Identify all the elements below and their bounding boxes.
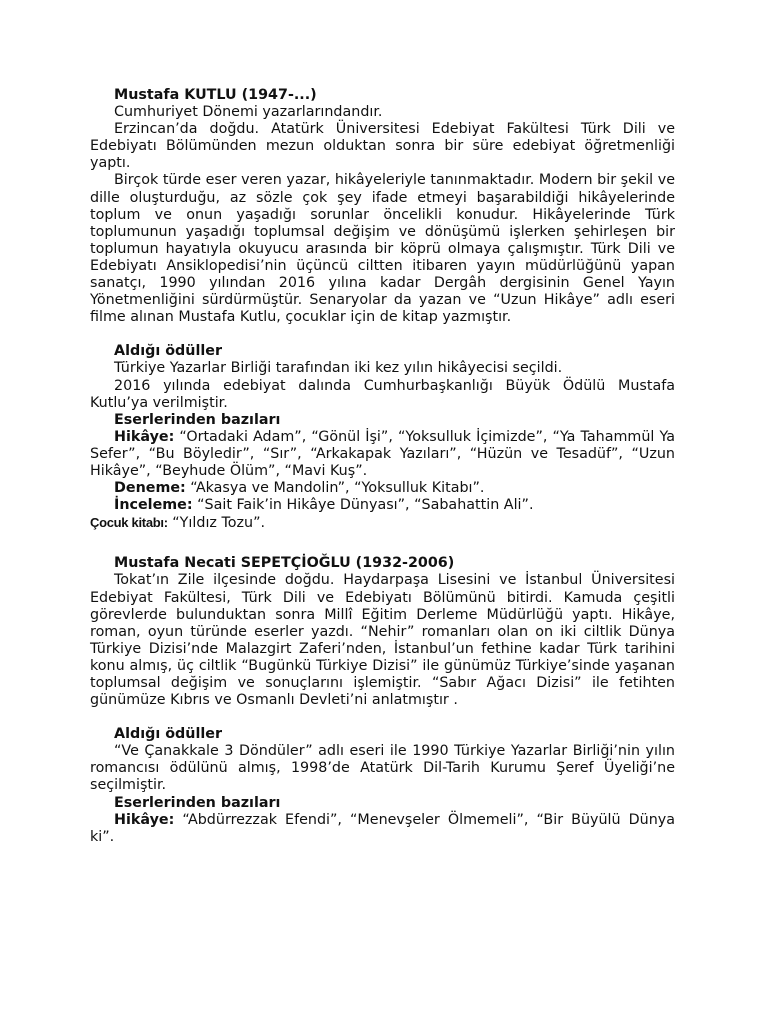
author2-awards-heading: Aldığı ödüller [114,726,222,743]
author1-works-story [90,429,675,480]
author1-para1: Cumhuriyet Dönemi yazarlarındandır. [114,104,383,121]
review-list: “Sait Faik’in Hikâye Dünyası”, “Sabahattin Ali”. [192,497,534,514]
author1-award2: 2016 yılında edebiyat dalında Cumhurbaşkanlığı Büyük Ödülü Mustafa Kutlu’ya verilmiştir. [90,377,675,411]
author2-para1: Tokat’ın Zile ilçesinde doğdu. Haydarpaşa Lisesini ve İstanbul Üniversitesi Edebiyat Fakültesi, Türk Dili ve Edebiyatı Bölümünü bitirdi. Kamuda çeşitli görevlerde bulunduktan sonra Millî Eğitim Derleme Müdürlüğü yaptı. Hikâye, roman, oyun türünde eserler yazdı. “Nehir” romanları olan on iki ciltlik Dünya Türkiye Dizisi’nde Malazgirt Zaferi’nden, İstanbul’un fethine kadar Türk tarihini konu almış, üç ciltlik “Bugünkü Türkiye Dizisi” ile günümüz Türkiye’sinde yaşanan toplumsal değişim ve sonuçlarını işlemiştir. “Sabır Ağacı Dizisi” ile fetihten günümüze Kıbrıs ve Osmanlı Devleti’ni anlatmıştır . [90,572,675,709]
review-label: İnceleme: [114,497,193,514]
essay-label: Deneme: [114,480,186,497]
author2-works-story [90,812,675,846]
document-body [90,87,675,846]
author1-awards-heading: Aldığı ödüller [114,343,222,360]
story-label: Hikâye: [114,811,175,828]
author1-works-heading: Eserlerinden bazıları [114,411,281,428]
author1-para2: Erzincan’da doğdu. Atatürk Üniversitesi Edebiyat Fakültesi Türk Dili ve Edebiyatı Bölümünden mezun olduktan sonra bir süre edebiyat öğretmenliği yaptı. [90,121,675,172]
story-label: Hikâye: [114,428,175,445]
children-label: Çocuk kitabı: [90,515,168,531]
author1-works-review [90,497,675,514]
author1-works-children [90,514,675,532]
essay-list: “Akasya ve Mandolin”, “Yoksulluk Kitabı”. [185,480,485,497]
author1-works-essay [90,480,675,497]
author1-para3: Birçok türde eser veren yazar, hikâyeleriyle tanınmaktadır. Modern bir şekil ve dille oluşturduğu, az sözle çok şey ifade etmeyi başarabildiği hikâyelerinde toplum ve onun yaşadığı sorunlar öncelikli konudur. Hikâyelerinde Türk toplumunun yaşadığı toplumsal değişim ve dönüşümü işlerken şehirleşen bir toplumun hayatıyla okuyucu arasında bir köprü olmaya çalışmıştır. Türk Dili ve Edebiyatı Ansiklopedisi’nin üçüncü ciltten itibaren yayın müdürlüğünü yapan sanatçı, 1990 yılından 2016 yılına kadar Dergâh dergisinin Genel Yayın Yönetmenliğini sürdürmüştür. Senaryolar da yazan ve “Uzun Hikâye” adlı eseri filme alınan Mustafa Kutlu, çocuklar için de kitap yazmıştır. [90,172,675,326]
story-list: “Abdürrezzak Efendi”, “Menevşeler Ölmemeli”, “Bir Büyülü Dünya ki”. [90,811,675,845]
author1-heading: Mustafa KUTLU (1947-...) [114,87,317,103]
children-list: “Yıldız Tozu”. [167,515,266,532]
author2-works-heading: Eserlerinden bazıları [114,794,281,811]
author2-award1: “Ve Çanakkale 3 Döndüler” adlı eseri ile 1990 Türkiye Yazarlar Birliği’nin yılın romancısı ödülünü almış, 1998’de Atatürk Dil-Tarih Kurumu Şeref Üyeliği’ne seçilmiştir. [90,743,675,794]
author1-award1: Türkiye Yazarlar Birliği tarafından iki kez yılın hikâyecisi seçildi. [114,360,563,377]
story-list: “Ortadaki Adam”, “Gönül İşi”, “Yoksulluk İçimizde”, “Ya Tahammül Ya Sefer”, “Bu Böyledir”, “Sır”, “Arkakapak Yazıları”, “Hüzün ve Tesadüf”, “Uzun Hikâye”, “Beyhude Ölüm”, “Mavi Kuş”. [90,428,675,479]
author2-heading: Mustafa Necati SEPETÇİOĞLU (1932-2006) [114,555,455,572]
